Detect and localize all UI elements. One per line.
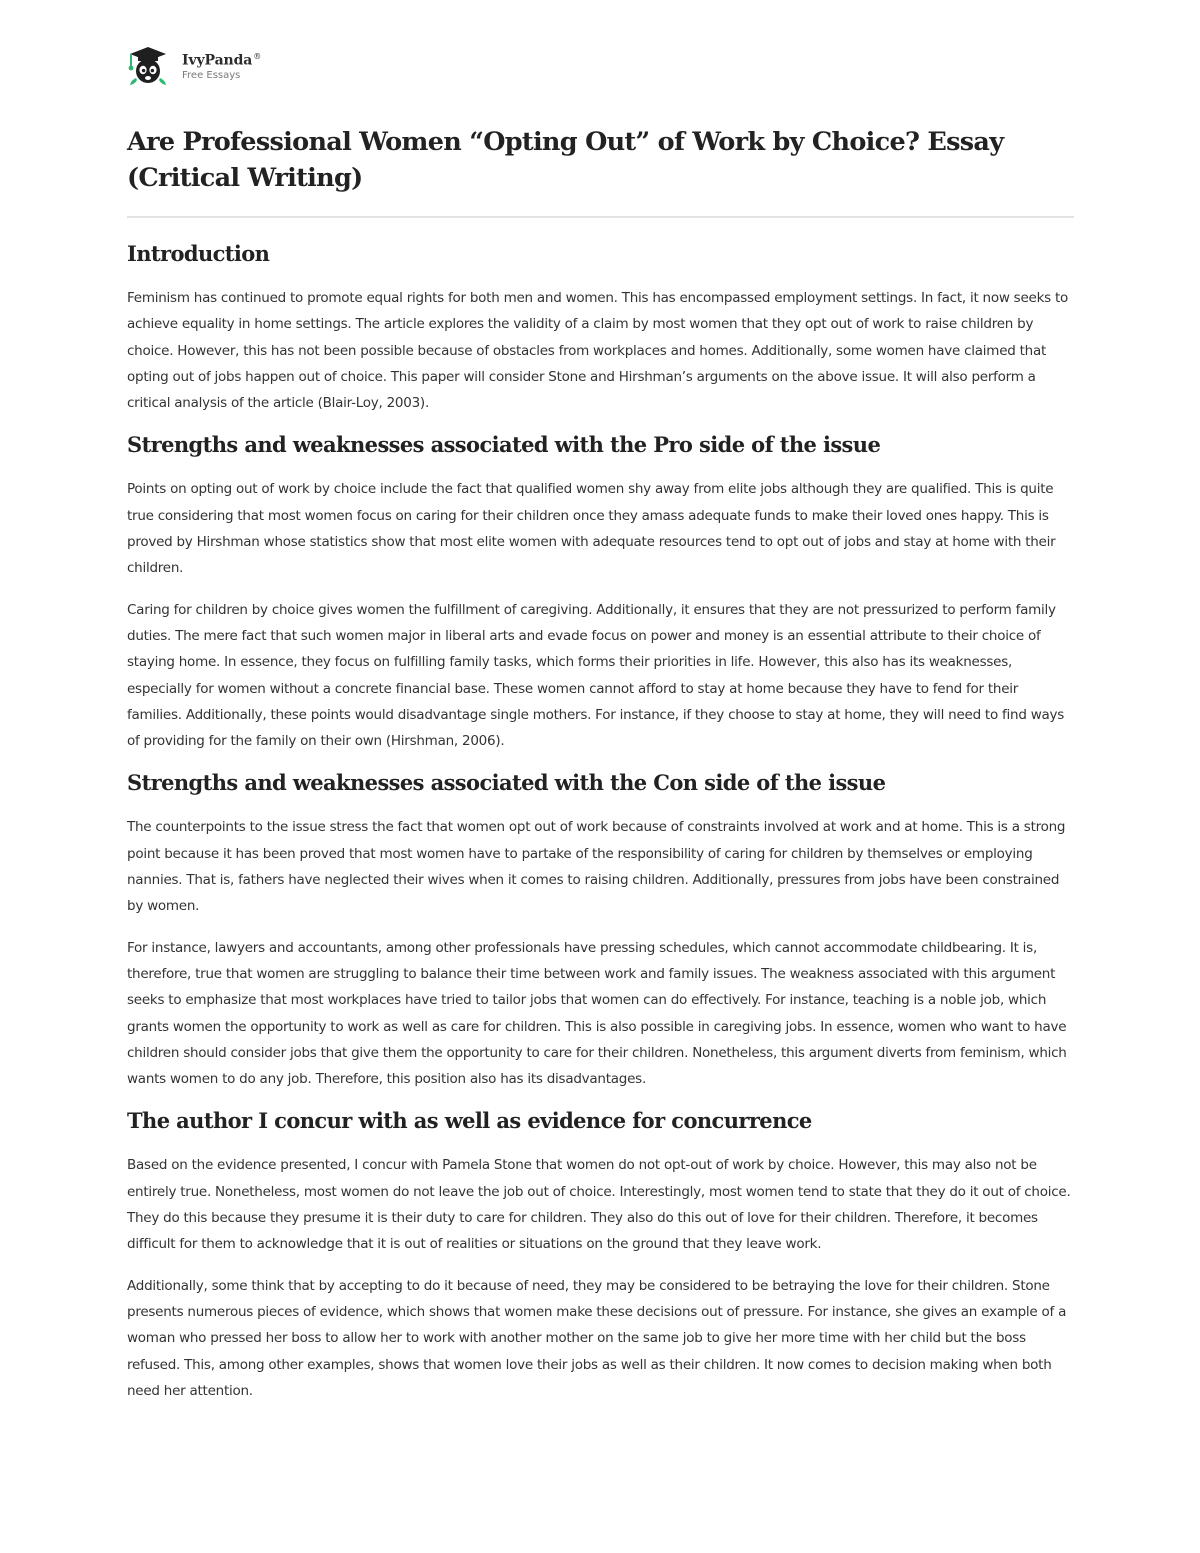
- section-heading-pro-side: Strengths and weaknesses associated with the Pro side of the issue: [127, 432, 881, 458]
- body-paragraph: Based on the evidence presented, I concur with Pamela Stone that women do not opt-out of work by choice. However, this may also not be entirely true. Nonetheless, most women do not leave the job out of choice. Interestingly, most women tend to state that they do it out of choice. They do this because they presume it is their duty to care for children. They also do this out of love for their children. Therefore, it becomes difficult for them to acknowledge that it is out of realities or situations on the ground that they leave work.: [127, 1157, 1071, 1253]
- body-paragraph: Additionally, some think that by accepting to do it because of need, they may be considered to be betraying the love for their children. Stone presents numerous pieces of evidence, which shows that women make these decisions out of pressure. For instance, she gives an example of a woman who pressed her boss to allow her to work with another mother on the same job to give her more time with her child but the boss refused. This, among other examples, shows that women love their jobs as well as their children. It now comes to decision making when both need her attention.: [127, 1277, 1067, 1399]
- body-paragraph: Caring for children by choice gives women the fulfillment of caregiving. Additionally, it ensures that they are not pressurized to perform family duties. The mere fact that such women major in liberal arts and evade focus on power and money is an essential attribute to their choice of staying home. In essence, they focus on fulfilling family tasks, which forms their priorities in life. However, this also has its weaknesses, especially for women without a concrete financial base. These women cannot afford to stay at home because they have to fend for their families. Additionally, these points would disadvantage single mothers. For instance, if they choose to stay at home, they will need to find ways of providing for the family on their own (Hirshman, 2006).: [127, 601, 1065, 750]
- section-heading-author-concurrence: The author I concur with as well as evidence for concurrence: [127, 1108, 812, 1134]
- brand-subtitle: Free Essays: [182, 70, 241, 82]
- body-paragraph: Feminism has continued to promote equal rights for both men and women. This has encompassed employment settings. In fact, it now seeks to achieve equality in home settings. The article explores the validity of a claim by most women that they opt out of work to raise children by choice. However, this has not been possible because of obstacles from workplaces and homes. Additionally, some women have claimed that opting out of jobs happen out of choice. This paper will consider Stone and Hirshman’s arguments on the above issue. It will also perform a critical analysis of the article (Blair-Loy, 2003).: [127, 290, 1069, 412]
- essay-title: Are Professional Women “Opting Out” of Work by Choice? Essay (Critical Writing): [127, 127, 1004, 193]
- body-paragraph: The counterpoints to the issue stress the fact that women opt out of work because of constraints involved at work and at home. This is a strong point because it has been proved that most women have to partake of the responsibility of caring for children by themselves or employing nannies. That is, fathers have neglected their wives when it comes to raising children. Additionally, pressures from jobs have been constrained by women.: [127, 819, 1066, 915]
- brand-registered-mark: ®: [253, 51, 262, 61]
- body-paragraph: Points on opting out of work by choice include the fact that qualified women shy away from elite jobs although they are qualified. This is quite true considering that most women focus on caring for their children once they amass adequate funds to make their loved ones happy. This is proved by Hirshman whose statistics show that most elite women with adequate resources tend to opt out of jobs and stay at home with their children.: [127, 481, 1056, 577]
- ivypanda-logo-icon: [127, 44, 169, 86]
- brand-header[interactable]: [127, 44, 261, 86]
- body-paragraph: For instance, lawyers and accountants, among other professionals have pressing schedules, which cannot accommodate childbearing. It is, therefore, true that women are struggling to balance their time between work and family issues. The weakness associated with this argument seeks to emphasize that most workplaces have tried to tailor jobs that women can do effectively. For instance, teaching is a noble job, which grants women the opportunity to work as well as care for children. This is also possible in caregiving jobs. In essence, women who want to have children should consider jobs that give them the opportunity to care for their children. Nonetheless, this argument diverts from feminism, which wants women to do any job. Therefore, this position also has its disadvantages.: [127, 939, 1067, 1088]
- essay-body: [127, 240, 1074, 1419]
- section-heading-introduction: Introduction: [127, 241, 270, 266]
- brand-name-text: IvyPanda: [182, 52, 253, 69]
- section-heading-con-side: Strengths and weaknesses associated with the Con side of the issue: [127, 770, 886, 796]
- brand-name: [182, 48, 261, 70]
- title-divider: [127, 216, 1074, 218]
